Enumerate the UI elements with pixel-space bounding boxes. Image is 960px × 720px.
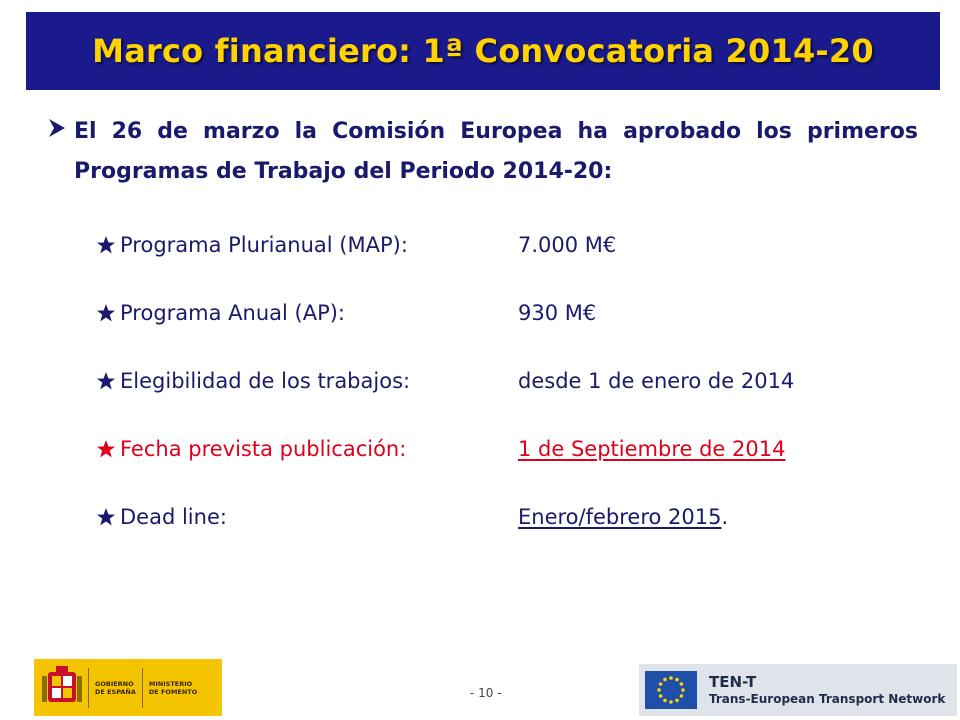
item-label: Fecha prevista publicación: bbox=[120, 437, 407, 461]
item-value: 7.000 M€ bbox=[518, 233, 617, 257]
list-item-map bbox=[96, 228, 616, 262]
arrow-bullet-icon bbox=[46, 117, 68, 139]
slide-title: Marco financiero: 1ª Convocatoria 2014-20 bbox=[92, 32, 874, 70]
gov-logo-text bbox=[95, 680, 136, 696]
page-number: - 10 - bbox=[470, 686, 502, 700]
list-item-deadline bbox=[96, 500, 728, 534]
star-bullet-icon bbox=[96, 439, 116, 459]
gov-line-2: DE ESPAÑA bbox=[95, 687, 136, 696]
intro-text: El 26 de marzo la Comisión Europea ha aprobado los primeros Programas de Trabajo del Periodo 2014-20: bbox=[74, 119, 918, 184]
list-item-eligibility bbox=[96, 364, 794, 398]
ten-t-subtitle: Trans-European Transport Network bbox=[709, 692, 946, 706]
ministry-line-2: DE FOMENTO bbox=[148, 687, 198, 696]
item-label: Programa Anual (AP): bbox=[120, 301, 346, 325]
star-bullet-icon bbox=[96, 235, 116, 255]
ten-t-logo bbox=[639, 664, 957, 716]
item-value bbox=[518, 505, 728, 529]
list-item-publication-date bbox=[96, 432, 785, 466]
ten-t-name: TEN-T bbox=[709, 673, 757, 691]
eu-flag-icon bbox=[645, 671, 697, 709]
item-value-suffix: . bbox=[721, 505, 729, 529]
logo-divider bbox=[142, 668, 143, 708]
item-label: Dead line: bbox=[120, 505, 227, 529]
title-bar bbox=[26, 12, 940, 90]
ministry-logo-text bbox=[149, 680, 197, 696]
gobierno-espana-logo bbox=[34, 659, 222, 716]
coat-of-arms-icon bbox=[42, 666, 82, 710]
intro-bullet bbox=[46, 112, 918, 192]
item-value-text: Enero/febrero 2015 bbox=[518, 505, 722, 529]
item-value: 930 M€ bbox=[518, 301, 597, 325]
logo-divider bbox=[88, 668, 89, 708]
star-bullet-icon bbox=[96, 507, 116, 527]
star-bullet-icon bbox=[96, 371, 116, 391]
list-item-ap bbox=[96, 296, 596, 330]
item-value: desde 1 de enero de 2014 bbox=[518, 369, 795, 393]
star-bullet-icon bbox=[96, 303, 116, 323]
item-label: Elegibilidad de los trabajos: bbox=[120, 369, 411, 393]
ten-t-text bbox=[709, 673, 945, 707]
ministry-line-1: MINISTERIO bbox=[148, 679, 193, 688]
gov-line-1: GOBIERNO bbox=[95, 679, 134, 688]
item-label: Programa Plurianual (MAP): bbox=[120, 233, 408, 257]
item-value: 1 de Septiembre de 2014 bbox=[518, 437, 786, 461]
